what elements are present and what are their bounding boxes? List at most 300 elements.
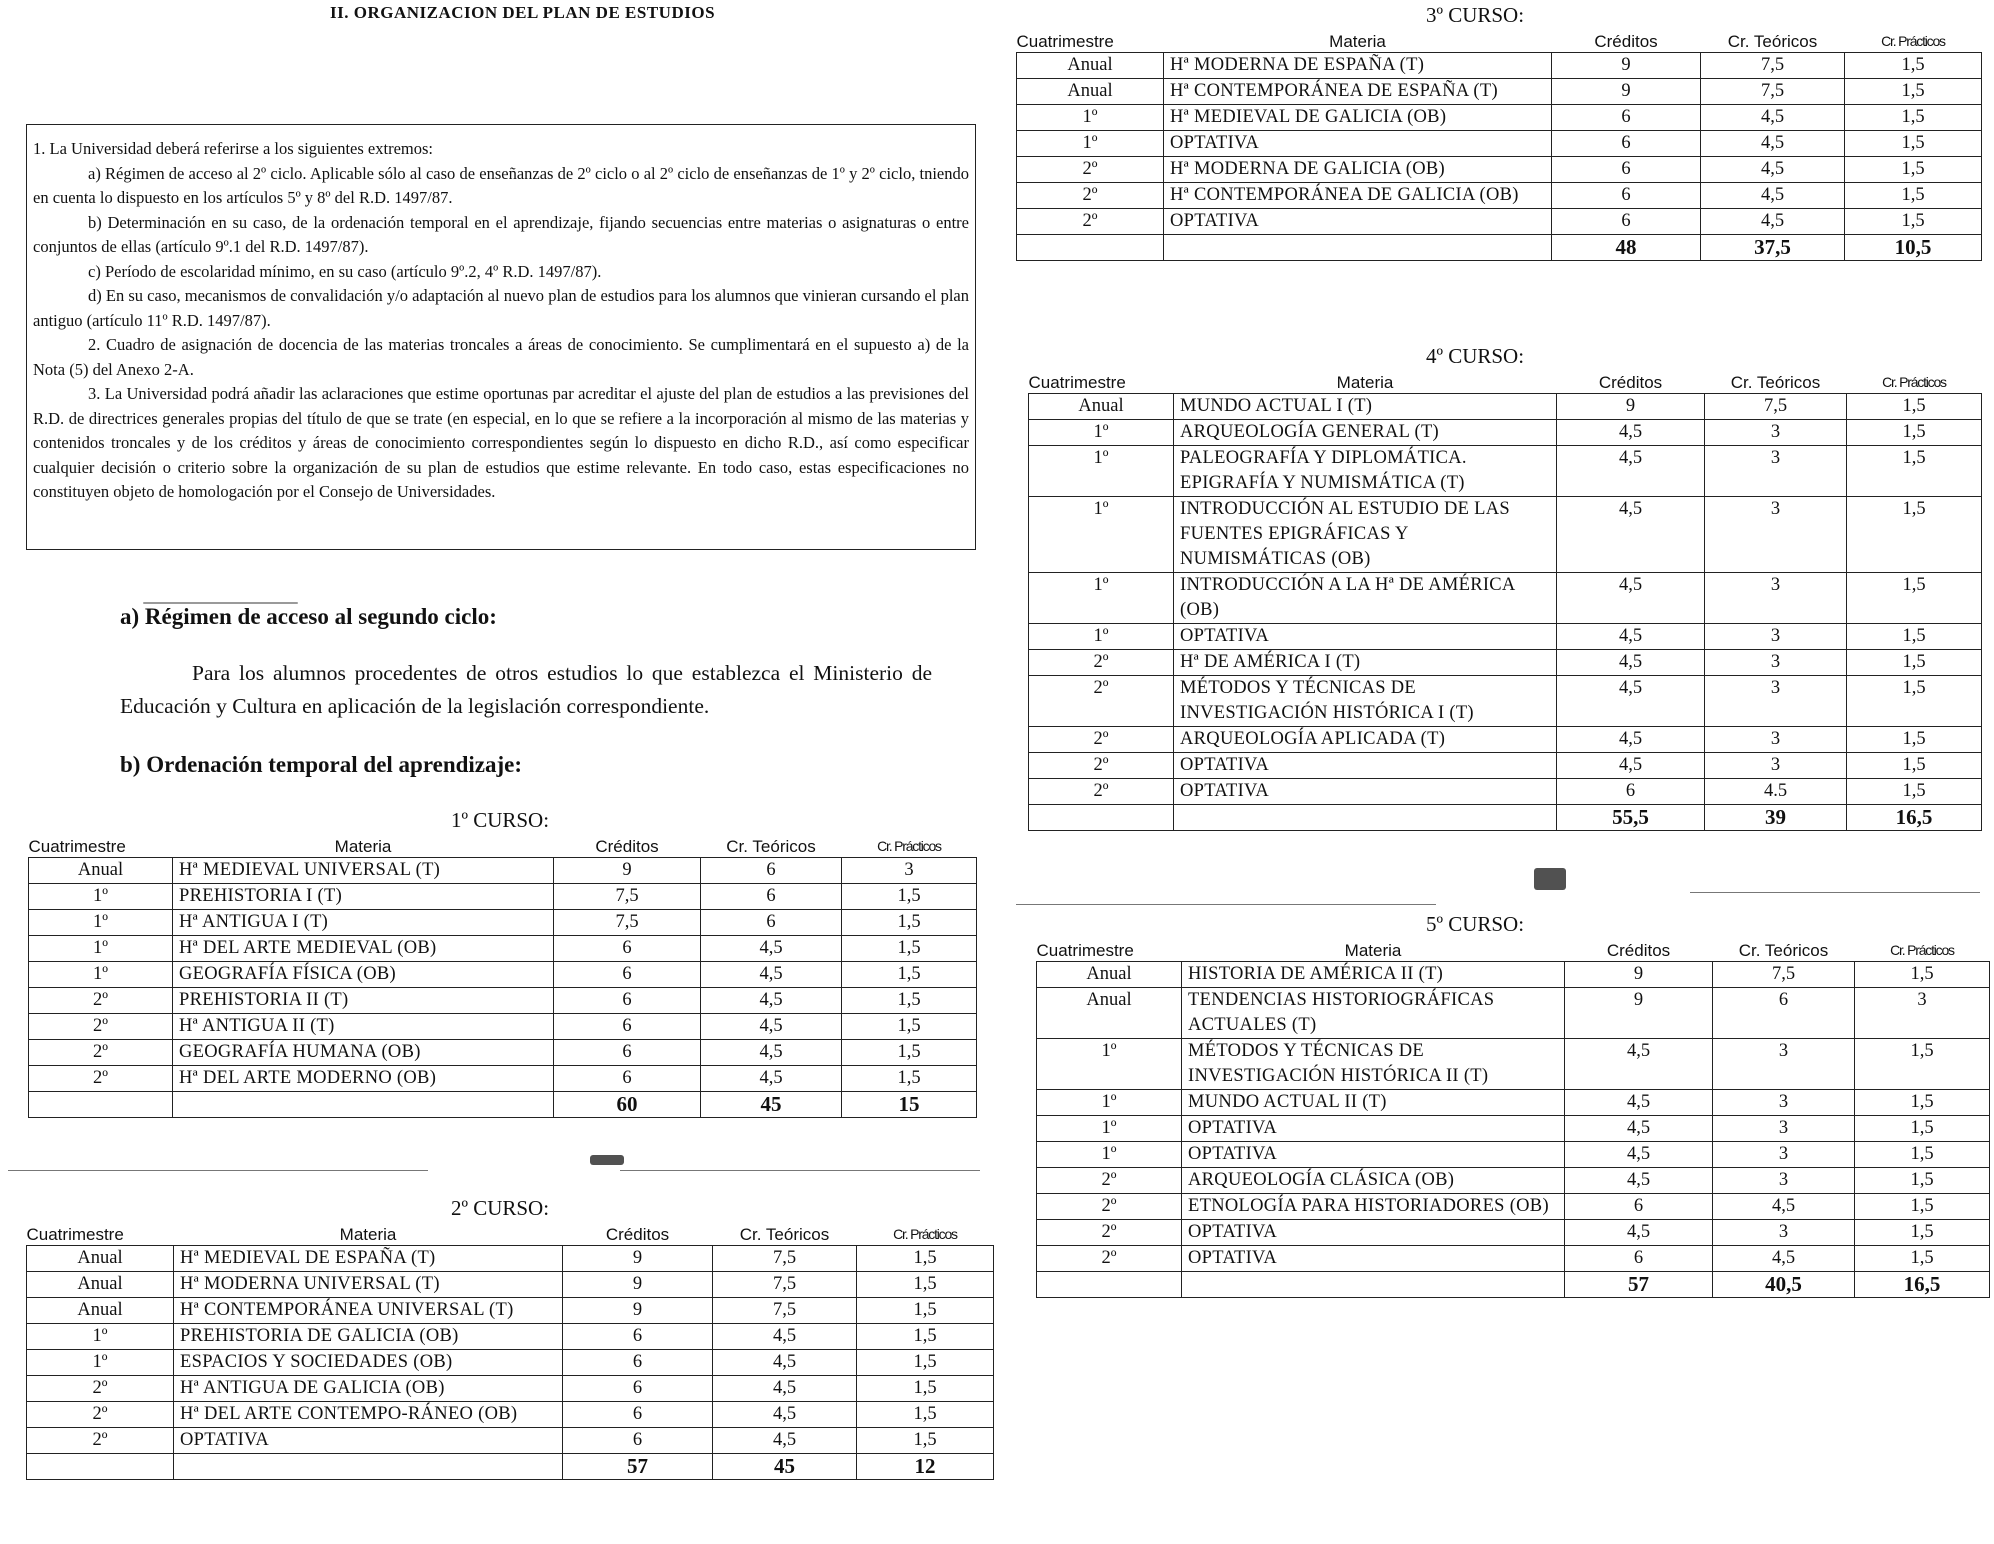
table-row	[29, 1066, 977, 1092]
cuatrimestre-cell: 1º	[1029, 624, 1174, 650]
practicos-cell: 1,5	[1855, 1142, 1990, 1168]
materia-cell: OPTATIVA	[1164, 209, 1552, 235]
col-header-cuatrimestre: Cuatrimestre	[1016, 32, 1114, 51]
materia-cell: INTRODUCCIÓN AL ESTUDIO DE LAS FUENTES EPIGRÁFICAS Y NUMISMÁTICAS (OB)	[1174, 497, 1557, 573]
cuatrimestre-cell: 1º	[1037, 1090, 1182, 1116]
creditos-cell: 4,5	[1565, 1090, 1713, 1116]
col-header-teoricos: Cr. Teóricos	[1727, 32, 1818, 51]
practicos-cell: 1,5	[842, 962, 977, 988]
teoricos-cell: 3	[1705, 727, 1847, 753]
practicos-cell: 1,5	[1847, 573, 1982, 624]
page-separator-line	[1690, 892, 1980, 893]
cuatrimestre-cell: 1º	[27, 1324, 174, 1350]
table-row	[1029, 779, 1982, 805]
table-row	[1017, 79, 1982, 105]
course-1-table	[28, 836, 977, 1118]
materia-cell: PREHISTORIA I (T)	[173, 884, 554, 910]
cuatrimestre-cell: 1º	[1037, 1116, 1182, 1142]
table-row	[1037, 1090, 1990, 1116]
practicos-cell: 1,5	[857, 1246, 994, 1272]
total-practicos: 10,5	[1845, 235, 1982, 261]
cuatrimestre-cell: 1º	[29, 884, 173, 910]
totals-empty-cell	[1174, 805, 1557, 831]
creditos-cell: 4,5	[1557, 420, 1705, 446]
total-practicos: 16,5	[1855, 1272, 1990, 1298]
materia-cell: ARQUEOLOGÍA CLÁSICA (OB)	[1182, 1168, 1565, 1194]
creditos-cell: 9	[1552, 79, 1701, 105]
practicos-cell: 1,5	[1855, 1168, 1990, 1194]
materia-cell: Hª ANTIGUA II (T)	[173, 1014, 554, 1040]
course-3-title: 3º CURSO:	[1425, 3, 1525, 27]
teoricos-cell: 4,5	[701, 1066, 842, 1092]
totals-row	[1017, 235, 1982, 261]
materia-cell: Hª MODERNA DE GALICIA (OB)	[1164, 157, 1552, 183]
table-row	[27, 1350, 994, 1376]
materia-cell: PREHISTORIA DE GALICIA (OB)	[174, 1324, 563, 1350]
table-row	[29, 1040, 977, 1066]
table-row	[27, 1272, 994, 1298]
instructions-box	[26, 124, 976, 550]
materia-cell: OPTATIVA	[1182, 1246, 1565, 1272]
total-practicos: 12	[857, 1454, 994, 1480]
document-title: II. ORGANIZACION DEL PLAN DE ESTUDIOS	[330, 3, 716, 22]
table-row	[1029, 753, 1982, 779]
practicos-cell: 1,5	[1847, 497, 1982, 573]
materia-cell: PREHISTORIA II (T)	[173, 988, 554, 1014]
materia-cell: OPTATIVA	[1174, 624, 1557, 650]
col-header-materia: Materia	[1336, 373, 1394, 392]
table-row	[1037, 1220, 1990, 1246]
col-header-creditos: Créditos	[595, 837, 659, 856]
materia-cell: ARQUEOLOGÍA APLICADA (T)	[1174, 727, 1557, 753]
creditos-cell: 9	[563, 1272, 713, 1298]
materia-cell: OPTATIVA	[1174, 753, 1557, 779]
teoricos-cell: 4,5	[701, 962, 842, 988]
table-row	[1037, 988, 1990, 1039]
practicos-cell: 1,5	[857, 1376, 994, 1402]
cuatrimestre-cell: 1º	[1017, 131, 1164, 157]
teoricos-cell: 4,5	[1701, 183, 1845, 209]
teoricos-cell: 6	[1713, 988, 1855, 1039]
cuatrimestre-cell: 1º	[1029, 420, 1174, 446]
col-header-practicos: Cr. Prácticos	[877, 838, 941, 854]
totals-empty-cell	[1182, 1272, 1565, 1298]
materia-cell: OPTATIVA	[1182, 1142, 1565, 1168]
table-header-row	[1037, 940, 1990, 962]
teoricos-cell: 4,5	[713, 1376, 857, 1402]
col-header-teoricos: Cr. Teóricos	[726, 837, 816, 856]
creditos-cell: 4,5	[1557, 624, 1705, 650]
practicos-cell: 1,5	[1855, 1116, 1990, 1142]
creditos-cell: 9	[1552, 53, 1701, 79]
practicos-cell: 1,5	[1855, 1246, 1990, 1272]
note-2: 2. Cuadro de asignación de docencia de las materias troncales a áreas de conocimiento. Se cumplimentará en el supuesto a) de la Nota (5) del Anexo 2-A.	[33, 335, 969, 379]
creditos-cell: 6	[1552, 105, 1701, 131]
creditos-cell: 6	[554, 1040, 701, 1066]
materia-cell: ETNOLOGÍA PARA HISTORIADORES (OB)	[1182, 1194, 1565, 1220]
cuatrimestre-cell: 1º	[1029, 446, 1174, 497]
creditos-cell: 4,5	[1565, 1116, 1713, 1142]
table-row	[1037, 962, 1990, 988]
totals-row	[27, 1454, 994, 1480]
creditos-cell: 6	[1552, 131, 1701, 157]
table-row	[27, 1428, 994, 1454]
cuatrimestre-cell: 1º	[29, 962, 173, 988]
creditos-cell: 9	[563, 1298, 713, 1324]
creditos-cell: 4,5	[1557, 497, 1705, 573]
creditos-cell: 6	[554, 988, 701, 1014]
teoricos-cell: 7,5	[713, 1272, 857, 1298]
creditos-cell: 4,5	[1557, 573, 1705, 624]
practicos-cell: 1,5	[1845, 157, 1982, 183]
totals-empty-cell	[173, 1092, 554, 1118]
col-header-teoricos: Cr. Teóricos	[739, 1225, 830, 1244]
cuatrimestre-cell: 2º	[1037, 1220, 1182, 1246]
col-header-materia: Materia	[1329, 32, 1386, 51]
cuatrimestre-cell: 2º	[27, 1402, 174, 1428]
creditos-cell: 6	[1565, 1246, 1713, 1272]
materia-cell: INTRODUCCIÓN A LA Hª DE AMÉRICA (OB)	[1174, 573, 1557, 624]
table-row	[29, 884, 977, 910]
materia-cell: PALEOGRAFÍA Y DIPLOMÁTICA. EPIGRAFÍA Y NUMISMÁTICA (T)	[1174, 446, 1557, 497]
totals-empty-cell	[1164, 235, 1552, 261]
cuatrimestre-cell: 1º	[29, 910, 173, 936]
note-1: 1. La Universidad deberá referirse a los siguientes extremos:	[33, 139, 433, 158]
practicos-cell: 1,5	[1847, 753, 1982, 779]
cuatrimestre-cell: 1º	[29, 936, 173, 962]
cuatrimestre-cell: 2º	[29, 988, 173, 1014]
teoricos-cell: 4,5	[701, 1040, 842, 1066]
table-row	[1029, 394, 1982, 420]
practicos-cell: 1,5	[1855, 1039, 1990, 1090]
cuatrimestre-cell: 1º	[1029, 497, 1174, 573]
teoricos-cell: 3	[1705, 753, 1847, 779]
cuatrimestre-cell: Anual	[1017, 79, 1164, 105]
practicos-cell: 1,5	[1847, 676, 1982, 727]
practicos-cell: 1,5	[1845, 79, 1982, 105]
table-row	[29, 1014, 977, 1040]
cuatrimestre-cell: 2º	[27, 1428, 174, 1454]
teoricos-cell: 7,5	[1701, 79, 1845, 105]
creditos-cell: 6	[1552, 209, 1701, 235]
total-teoricos: 37,5	[1701, 235, 1845, 261]
teoricos-cell: 4,5	[713, 1428, 857, 1454]
table-row	[1029, 573, 1982, 624]
materia-cell: OPTATIVA	[1164, 131, 1552, 157]
teoricos-cell: 4,5	[713, 1324, 857, 1350]
teoricos-cell: 3	[1705, 650, 1847, 676]
total-teoricos: 39	[1705, 805, 1847, 831]
materia-cell: MÉTODOS Y TÉCNICAS DE INVESTIGACIÓN HISTÓRICA I (T)	[1174, 676, 1557, 727]
total-teoricos: 45	[713, 1454, 857, 1480]
cuatrimestre-cell: 2º	[29, 1066, 173, 1092]
materia-cell: GEOGRAFÍA FÍSICA (OB)	[173, 962, 554, 988]
totals-empty-cell	[27, 1454, 174, 1480]
practicos-cell: 1,5	[1847, 624, 1982, 650]
table-header-row	[1029, 372, 1982, 394]
materia-cell: Hª MEDIEVAL DE ESPAÑA (T)	[174, 1246, 563, 1272]
practicos-cell: 1,5	[842, 988, 977, 1014]
totals-empty-cell	[29, 1092, 173, 1118]
col-header-materia: Materia	[334, 837, 392, 856]
total-teoricos: 40,5	[1713, 1272, 1855, 1298]
table-row	[1029, 650, 1982, 676]
teoricos-cell: 3	[1713, 1090, 1855, 1116]
practicos-cell: 1,5	[842, 1040, 977, 1066]
creditos-cell: 6	[1557, 779, 1705, 805]
materia-cell: HISTORIA DE AMÉRICA II (T)	[1182, 962, 1565, 988]
section-a-paragraph: Para los alumnos procedentes de otros estudios lo que establezca el Ministerio de Educación y Cultura en aplicación de la legislación correspondiente.	[120, 661, 932, 718]
practicos-cell: 1,5	[1855, 1090, 1990, 1116]
cuatrimestre-cell: Anual	[1037, 962, 1182, 988]
table-row	[1037, 1039, 1990, 1090]
table-row	[1037, 1116, 1990, 1142]
teoricos-cell: 4,5	[713, 1350, 857, 1376]
creditos-cell: 7,5	[554, 910, 701, 936]
materia-cell: ARQUEOLOGÍA GENERAL (T)	[1174, 420, 1557, 446]
creditos-cell: 4,5	[1557, 650, 1705, 676]
cuatrimestre-cell: 2º	[1029, 779, 1174, 805]
cuatrimestre-cell: Anual	[1029, 394, 1174, 420]
teoricos-cell: 4,5	[1701, 157, 1845, 183]
creditos-cell: 6	[1552, 157, 1701, 183]
teoricos-cell: 4,5	[713, 1402, 857, 1428]
materia-cell: MUNDO ACTUAL II (T)	[1182, 1090, 1565, 1116]
creditos-cell: 4,5	[1557, 753, 1705, 779]
table-row	[1029, 497, 1982, 573]
col-header-practicos: Cr. Prácticos	[1890, 942, 1954, 958]
table-row	[1017, 53, 1982, 79]
materia-cell: Hª ANTIGUA I (T)	[173, 910, 554, 936]
cuatrimestre-cell: Anual	[27, 1298, 174, 1324]
totals-row	[1029, 805, 1982, 831]
table-row	[1037, 1168, 1990, 1194]
cuatrimestre-cell: 2º	[1029, 753, 1174, 779]
table-row	[1017, 183, 1982, 209]
section-a-text	[120, 657, 932, 723]
practicos-cell: 3	[1855, 988, 1990, 1039]
creditos-cell: 9	[563, 1246, 713, 1272]
col-header-cuatrimestre: Cuatrimestre	[1036, 941, 1134, 960]
practicos-cell: 1,5	[1845, 131, 1982, 157]
creditos-cell: 4,5	[1557, 446, 1705, 497]
practicos-cell: 1,5	[1847, 394, 1982, 420]
cuatrimestre-cell: 2º	[1029, 676, 1174, 727]
teoricos-cell: 4,5	[1701, 131, 1845, 157]
teoricos-cell: 4,5	[701, 988, 842, 1014]
table-row	[29, 988, 977, 1014]
creditos-cell: 4,5	[1557, 727, 1705, 753]
practicos-cell: 1,5	[1847, 650, 1982, 676]
teoricos-cell: 3	[1705, 446, 1847, 497]
table-row	[1037, 1246, 1990, 1272]
teoricos-cell: 4,5	[701, 1014, 842, 1040]
cuatrimestre-cell: 1º	[1017, 105, 1164, 131]
cuatrimestre-cell: 1º	[27, 1350, 174, 1376]
section-b-heading: b) Ordenación temporal del aprendizaje:	[120, 752, 523, 777]
creditos-cell: 6	[1565, 1194, 1713, 1220]
creditos-cell: 6	[563, 1324, 713, 1350]
practicos-cell: 3	[842, 858, 977, 884]
materia-cell: Hª MODERNA UNIVERSAL (T)	[174, 1272, 563, 1298]
practicos-cell: 1,5	[842, 936, 977, 962]
teoricos-cell: 4,5	[701, 936, 842, 962]
materia-cell: GEOGRAFÍA HUMANA (OB)	[173, 1040, 554, 1066]
col-header-creditos: Créditos	[605, 1225, 670, 1244]
creditos-cell: 6	[554, 962, 701, 988]
cuatrimestre-cell: 2º	[1037, 1246, 1182, 1272]
col-header-creditos: Créditos	[1598, 373, 1663, 392]
note-1a: a) Régimen de acceso al 2º ciclo. Aplicable sólo al caso de enseñanzas de 2º ciclo o al 2º ciclo de enseñanzas de 1º y 2º ciclo, tniendo en cuenta lo dispuesto en los artículos 5º y 8º del R.D. 1497/87.	[33, 163, 969, 207]
practicos-cell: 1,5	[1847, 727, 1982, 753]
practicos-cell: 1,5	[842, 1066, 977, 1092]
totals-row	[1037, 1272, 1990, 1298]
course-3-table	[1016, 31, 1982, 261]
practicos-cell: 1,5	[842, 910, 977, 936]
creditos-cell: 9	[554, 858, 701, 884]
cuatrimestre-cell: Anual	[27, 1272, 174, 1298]
materia-cell: OPTATIVA	[1174, 779, 1557, 805]
creditos-cell: 6	[563, 1402, 713, 1428]
page-separator-line	[1016, 904, 1436, 905]
table-row	[29, 910, 977, 936]
creditos-cell: 6	[554, 1066, 701, 1092]
cuatrimestre-cell: Anual	[1017, 53, 1164, 79]
materia-cell: OPTATIVA	[174, 1428, 563, 1454]
col-header-practicos: Cr. Prácticos	[893, 1226, 957, 1242]
table-header-row	[27, 1224, 994, 1246]
creditos-cell: 4,5	[1557, 676, 1705, 727]
practicos-cell: 1,5	[857, 1272, 994, 1298]
teoricos-cell: 7,5	[713, 1298, 857, 1324]
totals-empty-cell	[174, 1454, 563, 1480]
teoricos-cell: 3	[1705, 676, 1847, 727]
teoricos-cell: 6	[701, 858, 842, 884]
materia-cell: ESPACIOS Y SOCIEDADES (OB)	[174, 1350, 563, 1376]
table-header-row	[1017, 31, 1982, 53]
creditos-cell: 4,5	[1565, 1168, 1713, 1194]
total-practicos: 15	[842, 1092, 977, 1118]
col-header-cuatrimestre: Cuatrimestre	[26, 1225, 124, 1244]
creditos-cell: 6	[563, 1428, 713, 1454]
practicos-cell: 1,5	[1855, 1194, 1990, 1220]
practicos-cell: 1,5	[1847, 446, 1982, 497]
materia-cell: TENDENCIAS HISTORIOGRÁFICAS ACTUALES (T)	[1182, 988, 1565, 1039]
teoricos-cell: 6	[701, 910, 842, 936]
practicos-cell: 1,5	[1845, 183, 1982, 209]
creditos-cell: 6	[1552, 183, 1701, 209]
creditos-cell: 9	[1565, 988, 1713, 1039]
teoricos-cell: 4,5	[1701, 105, 1845, 131]
teoricos-cell: 3	[1713, 1220, 1855, 1246]
course-2-title: 2º CURSO:	[450, 1196, 550, 1220]
total-creditos: 57	[1565, 1272, 1713, 1298]
materia-cell: Hª MEDIEVAL DE GALICIA (OB)	[1164, 105, 1552, 131]
teoricos-cell: 4,5	[1713, 1194, 1855, 1220]
table-row	[1017, 209, 1982, 235]
col-header-cuatrimestre: Cuatrimestre	[1028, 373, 1126, 392]
note-1b: b) Determinación en su caso, de la ordenación temporal en el aprendizaje, fijando secuencias entre materias o asignaturas o entre conjuntos de ellas (artículo 9º.1 del R.D. 1497/87).	[33, 212, 969, 256]
note-3: 3. La Universidad podrá añadir las aclaraciones que estime oportunas par acreditar el ajuste del plan de estudios a las previsiones del R.D. de directrices generales propias del título de que se trate (en especial, en lo que se refiere a la incorporación al mismo de las materias y contenidos troncales y de los créditos y áreas de conocimiento correspondientes según lo dispuesto en dicho R.D., así como especificar cualquier decisión o criterio sobre la organización de su plan de estudios que estime relevante. En todo caso, estas especificaciones no constituyen objeto de homologación por el Consejo de Universidades.	[33, 384, 969, 501]
materia-cell: Hª DE AMÉRICA I (T)	[1174, 650, 1557, 676]
practicos-cell: 1,5	[1847, 779, 1982, 805]
section-a-heading: a) Régimen de acceso al segundo ciclo:	[120, 604, 497, 629]
practicos-cell: 1,5	[1845, 209, 1982, 235]
cuatrimestre-cell: Anual	[27, 1246, 174, 1272]
table-row	[29, 936, 977, 962]
materia-cell: OPTATIVA	[1182, 1116, 1565, 1142]
materia-cell: Hª CONTEMPORÁNEA DE ESPAÑA (T)	[1164, 79, 1552, 105]
course-5-table	[1036, 940, 1990, 1298]
creditos-cell: 4,5	[1565, 1039, 1713, 1090]
note-1c: c) Período de escolaridad mínimo, en su caso (artículo 9º.2, 4º R.D. 1497/87).	[88, 261, 602, 281]
page-separator-line	[620, 1170, 980, 1171]
teoricos-cell: 3	[1705, 420, 1847, 446]
teoricos-cell: 4,5	[1713, 1246, 1855, 1272]
teoricos-cell: 7,5	[713, 1246, 857, 1272]
col-header-practicos: Cr. Prácticos	[1881, 33, 1945, 49]
table-row	[27, 1402, 994, 1428]
practicos-cell: 1,5	[1855, 962, 1990, 988]
practicos-cell: 1,5	[857, 1402, 994, 1428]
creditos-cell: 4,5	[1565, 1220, 1713, 1246]
col-header-cuatrimestre: Cuatrimestre	[28, 837, 126, 856]
teoricos-cell: 6	[701, 884, 842, 910]
table-row	[1037, 1194, 1990, 1220]
total-creditos: 55,5	[1557, 805, 1705, 831]
teoricos-cell: 3	[1705, 573, 1847, 624]
cuatrimestre-cell: 2º	[1029, 727, 1174, 753]
cuatrimestre-cell: 2º	[1017, 209, 1164, 235]
table-row	[1017, 157, 1982, 183]
table-row	[1037, 1142, 1990, 1168]
cuatrimestre-cell: Anual	[1037, 988, 1182, 1039]
materia-cell: Hª DEL ARTE MODERNO (OB)	[173, 1066, 554, 1092]
creditos-cell: 6	[554, 936, 701, 962]
col-header-practicos: Cr. Prácticos	[1882, 374, 1946, 390]
scan-smudge	[590, 1155, 624, 1165]
cuatrimestre-cell: 1º	[1037, 1039, 1182, 1090]
practicos-cell: 1,5	[1855, 1220, 1990, 1246]
practicos-cell: 1,5	[857, 1298, 994, 1324]
note-1d: d) En su caso, mecanismos de convalidación y/o adaptación al nuevo plan de estudios para los alumnos que vinieran cursando el plan antiguo (artículo 11º R.D. 1497/87).	[33, 286, 969, 330]
table-row	[1017, 105, 1982, 131]
teoricos-cell: 3	[1705, 497, 1847, 573]
teoricos-cell: 3	[1713, 1142, 1855, 1168]
col-header-teoricos: Cr. Teóricos	[1730, 373, 1821, 392]
materia-cell: Hª ANTIGUA DE GALICIA (OB)	[174, 1376, 563, 1402]
total-creditos: 57	[563, 1454, 713, 1480]
total-teoricos: 45	[701, 1092, 842, 1118]
table-row	[1029, 727, 1982, 753]
cuatrimestre-cell: 2º	[1017, 157, 1164, 183]
course-1-title: 1º CURSO:	[450, 808, 550, 832]
practicos-cell: 1,5	[857, 1428, 994, 1454]
table-row	[27, 1324, 994, 1350]
teoricos-cell: 4,5	[1701, 209, 1845, 235]
cuatrimestre-cell: 2º	[1037, 1168, 1182, 1194]
course-4-table	[1028, 372, 1982, 831]
materia-cell: OPTATIVA	[1182, 1220, 1565, 1246]
table-row	[1029, 676, 1982, 727]
cuatrimestre-cell: 2º	[29, 1040, 173, 1066]
creditos-cell: 9	[1557, 394, 1705, 420]
col-header-creditos: Créditos	[1594, 32, 1658, 51]
table-row	[27, 1246, 994, 1272]
scan-smudge	[143, 602, 298, 604]
teoricos-cell: 7,5	[1713, 962, 1855, 988]
cuatrimestre-cell: Anual	[29, 858, 173, 884]
